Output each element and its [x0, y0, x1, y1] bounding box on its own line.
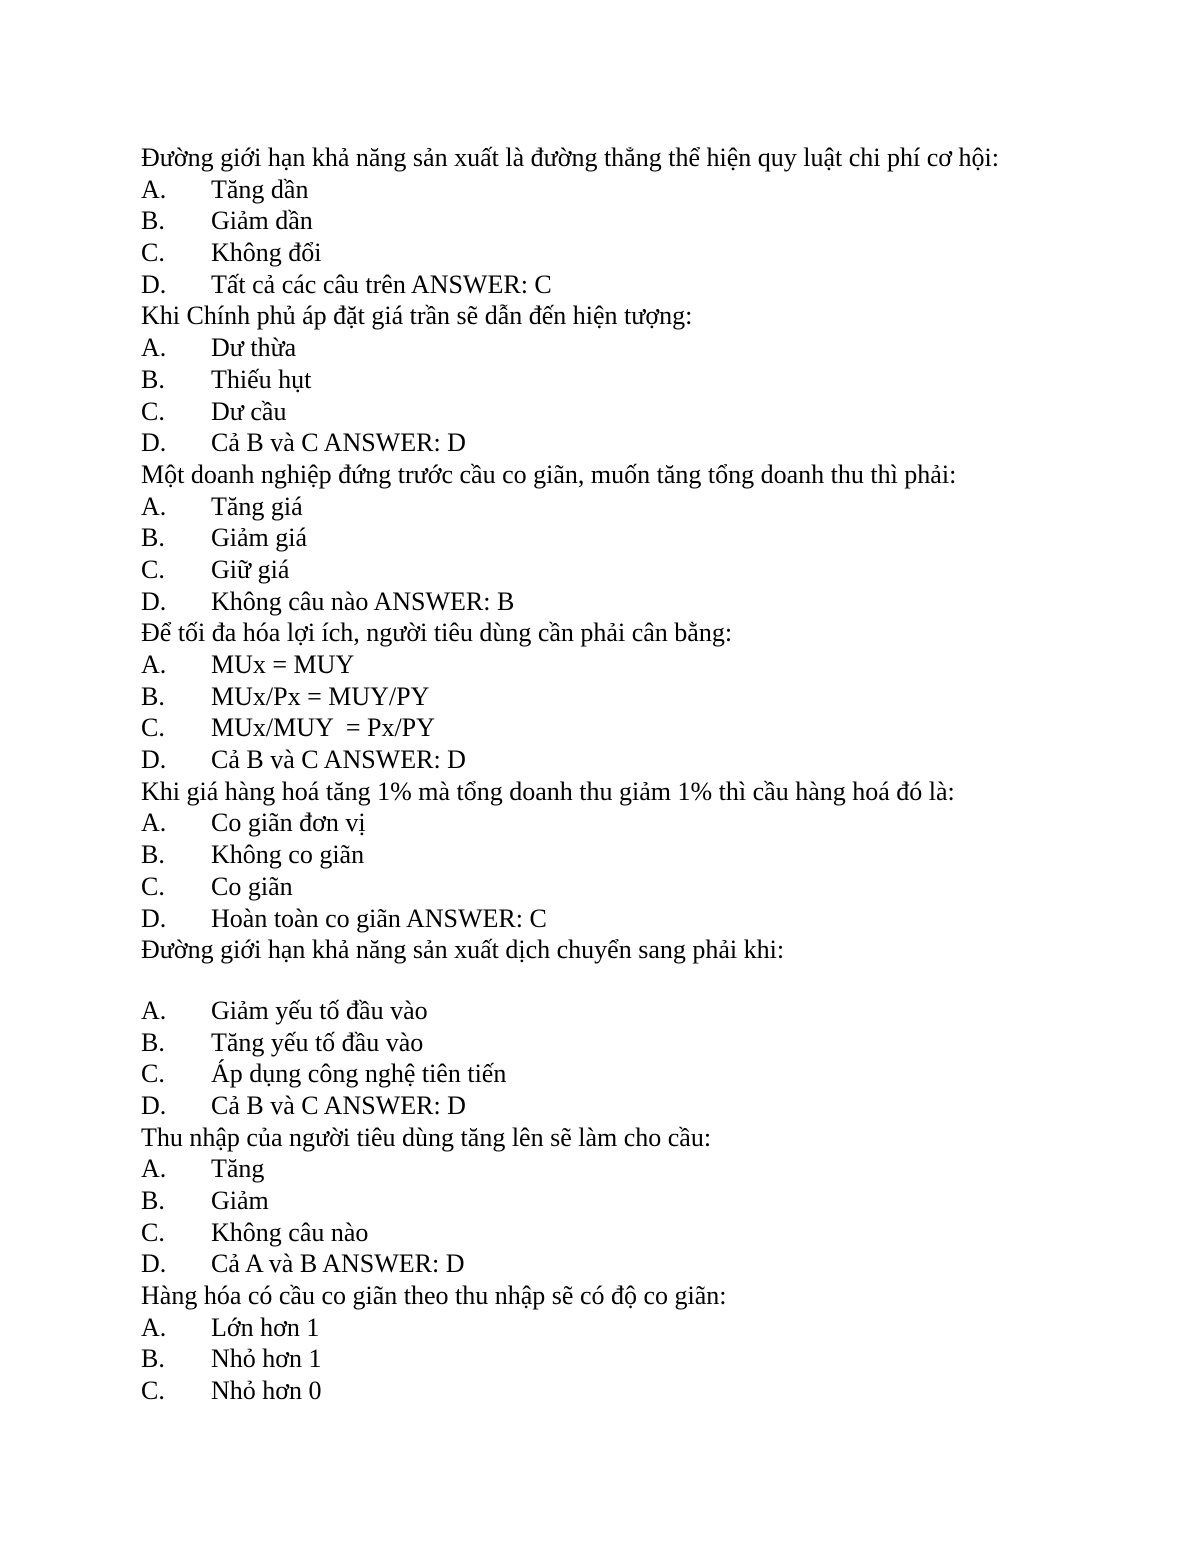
option-text: Tăng giá [211, 491, 303, 521]
option-letter: C. [141, 871, 165, 901]
option-letter: B. [141, 1186, 165, 1215]
answer-option [141, 1185, 1101, 1217]
answer-option [141, 1343, 1101, 1375]
option-letter: B. [141, 840, 165, 870]
answer-option [141, 174, 1101, 206]
option-text: Cả B và C ANSWER: D [211, 1090, 466, 1120]
answer-option [141, 649, 1101, 681]
question-text: Khi giá hàng hoá tăng 1% mà tổng doanh thu giảm 1% thì cầu hàng hoá đó là: [141, 776, 955, 806]
option-text: Dư cầu [211, 396, 287, 426]
option-letter: A. [141, 491, 167, 521]
answer-option [141, 995, 1101, 1027]
answer-option [141, 1375, 1101, 1407]
option-text: MUx = MUY [211, 650, 355, 679]
option-letter: B. [141, 523, 165, 553]
answer-option [141, 1312, 1101, 1344]
option-text: Giảm [211, 1186, 269, 1215]
option-letter: D. [141, 1249, 167, 1279]
option-text: Không đổi [211, 238, 322, 268]
option-letter: B. [141, 206, 165, 236]
option-text: Không co giãn [211, 840, 365, 870]
option-text: Nhỏ hơn 1 [211, 1344, 322, 1374]
question-text: Đường giới hạn khả năng sản xuất là đường thẳng thể hiện quy luật chi phí cơ hội: [141, 143, 999, 172]
option-letter: A. [141, 174, 167, 204]
answer-option [141, 205, 1101, 237]
answer-option [141, 427, 1101, 459]
option-text: Giảm dần [211, 206, 313, 236]
question-block [141, 1122, 1101, 1280]
question-block [141, 459, 1101, 617]
option-text: Co giãn đơn vị [211, 808, 366, 838]
option-text: Nhỏ hơn 0 [211, 1376, 322, 1406]
question-text: Hàng hóa có cầu co giãn theo thu nhập sẽ có độ co giãn: [141, 1281, 727, 1311]
answer-option [141, 712, 1101, 744]
option-text: Tất cả các câu trên ANSWER: C [211, 269, 552, 299]
option-letter: B. [141, 681, 165, 711]
option-text: Cả B và C ANSWER: D [211, 745, 466, 775]
option-text: Không câu nào ANSWER: B [211, 586, 515, 616]
option-letter: A. [141, 995, 167, 1025]
option-letter: C. [141, 396, 165, 426]
answer-option [141, 332, 1101, 364]
option-letter: D. [141, 903, 167, 933]
question-block [141, 934, 1101, 1121]
answer-option [141, 1027, 1101, 1059]
question-block [141, 1280, 1101, 1407]
answer-option [141, 1090, 1101, 1122]
option-letter: C. [141, 1376, 165, 1406]
answer-option [141, 871, 1101, 903]
option-text: Không câu nào [211, 1217, 369, 1247]
option-letter: B. [141, 364, 165, 394]
option-text: MUx/Px = MUY/PY [211, 681, 430, 711]
answer-option [141, 269, 1101, 301]
option-letter: C. [141, 1217, 165, 1247]
option-letter: A. [141, 333, 167, 363]
option-text: Tăng dần [211, 174, 309, 204]
answer-option [141, 396, 1101, 428]
option-text: Co giãn [211, 871, 293, 901]
question-text: Thu nhập của người tiêu dùng tăng lên sẽ làm cho cầu: [141, 1122, 712, 1152]
option-letter: D. [141, 269, 167, 299]
question-list [141, 142, 1101, 1407]
answer-option [141, 1217, 1101, 1249]
answer-option [141, 554, 1101, 586]
answer-option [141, 744, 1101, 776]
option-letter: C. [141, 554, 165, 584]
question-text: Đường giới hạn khả năng sản xuất dịch chuyển sang phải khi: [141, 935, 785, 965]
answer-option [141, 807, 1101, 839]
option-text: Cả A và B ANSWER: D [211, 1249, 465, 1279]
answer-option [141, 1153, 1101, 1185]
question-block [141, 617, 1101, 775]
answer-option [141, 491, 1101, 523]
answer-option [141, 1248, 1101, 1280]
option-letter: B. [141, 1027, 165, 1057]
option-text: Hoàn toàn co giãn ANSWER: C [211, 903, 547, 933]
option-letter: D. [141, 428, 167, 458]
option-letter: A. [141, 808, 167, 838]
question-block [141, 300, 1101, 458]
answer-option [141, 522, 1101, 554]
option-letter: D. [141, 586, 167, 616]
option-letter: C. [141, 238, 165, 268]
question-text: Một doanh nghiệp đứng trước cầu co giãn, muốn tăng tổng doanh thu thì phải: [141, 459, 957, 489]
answer-option [141, 237, 1101, 269]
option-text: Thiếu hụt [211, 364, 312, 394]
option-text: Giảm yếu tố đầu vào [211, 995, 428, 1025]
option-letter: C. [141, 713, 165, 743]
option-letter: A. [141, 1312, 167, 1342]
option-letter: A. [141, 650, 167, 679]
option-text: Tăng yếu tố đầu vào [211, 1027, 424, 1057]
option-letter: D. [141, 745, 167, 775]
option-text: Tăng [211, 1154, 265, 1184]
option-letter: C. [141, 1059, 165, 1089]
option-text: Cả B và C ANSWER: D [211, 428, 466, 458]
question-text: Để tối đa hóa lợi ích, người tiêu dùng cần phải cân bằng: [141, 618, 733, 648]
option-letter: D. [141, 1090, 167, 1120]
answer-option [141, 903, 1101, 935]
option-letter: A. [141, 1154, 167, 1184]
question-text: Khi Chính phủ áp đặt giá trần sẽ dẫn đến hiện tượng: [141, 301, 693, 331]
option-text: Giảm giá [211, 523, 308, 553]
answer-option [141, 839, 1101, 871]
answer-option [141, 364, 1101, 396]
option-text: Lớn hơn 1 [211, 1312, 320, 1342]
option-text: Dư thừa [211, 333, 297, 363]
option-text: MUx/MUY = Px/PY [211, 713, 435, 743]
answer-option [141, 681, 1101, 713]
answer-option [141, 586, 1101, 618]
option-letter: B. [141, 1344, 165, 1374]
answer-option [141, 1058, 1101, 1090]
question-block [141, 142, 1101, 300]
question-block [141, 776, 1101, 934]
option-text: Áp dụng công nghệ tiên tiến [211, 1059, 507, 1089]
option-text: Giữ giá [211, 554, 290, 584]
